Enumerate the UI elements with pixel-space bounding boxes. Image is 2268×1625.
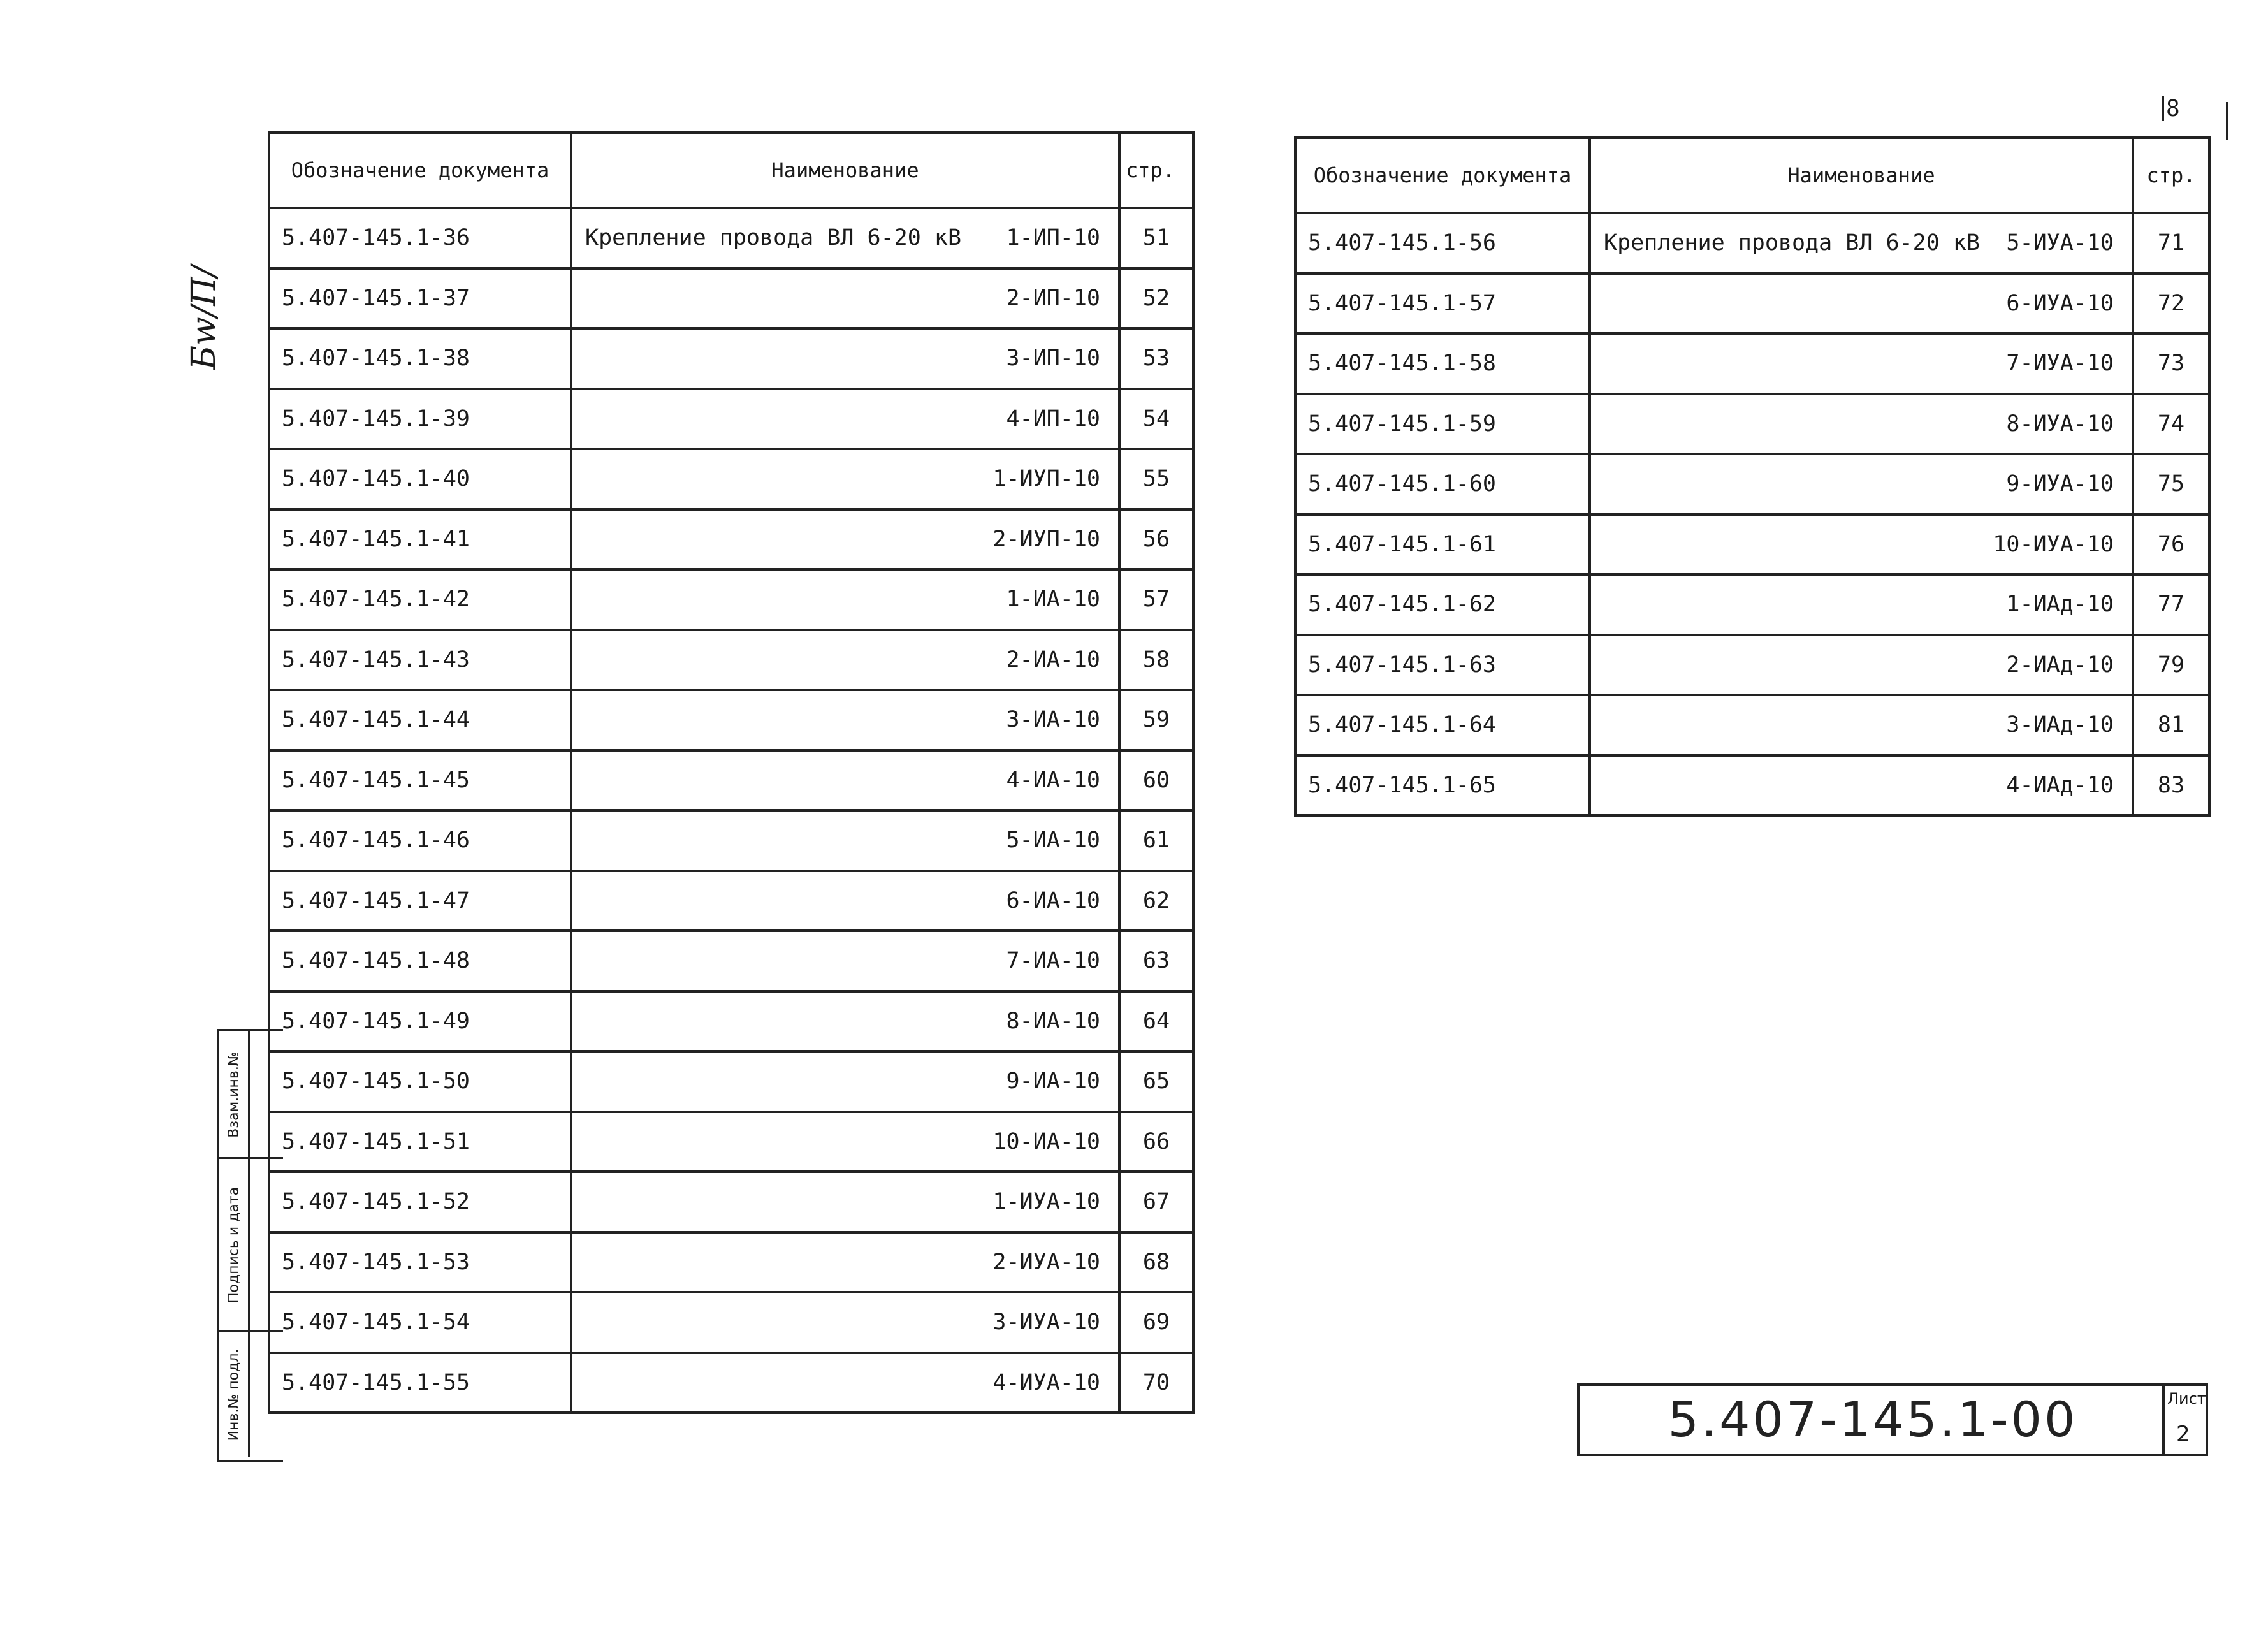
stamp-blank-1 [250,1031,283,1159]
doc-title-mark: 3-ИУА-10 [992,1309,1100,1336]
doc-title-mark: 8-ИА-10 [1006,1008,1100,1034]
doc-code-cell: 5.407-145.1-44 [269,690,571,750]
table-row [269,1112,1193,1172]
sheet-cell [2162,1386,2206,1454]
doc-title-name: Крепление провода ВЛ 6-20 кВ [1604,230,1981,256]
doc-title-mark: 5-ИУА-10 [2006,230,2114,256]
doc-title-cell [1590,213,2133,273]
stamp-replaced-inv [219,1031,250,1159]
doc-code-cell: 5.407-145.1-65 [1295,755,1590,816]
doc-code-cell: 5.407-145.1-46 [269,810,571,871]
header-pages: стр. [1119,133,1193,208]
table-row [269,630,1193,690]
doc-title-cell [571,449,1119,509]
doc-title-mark: 1-ИУП-10 [992,466,1100,492]
doc-title-mark: 1-ИП-10 [1006,225,1100,251]
doc-title-cell [571,268,1119,329]
doc-code-cell: 5.407-145.1-50 [269,1051,571,1112]
doc-code-cell: 5.407-145.1-60 [1295,454,1590,514]
doc-code-cell: 5.407-145.1-62 [1295,574,1590,635]
doc-title-mark: 7-ИУА-10 [2006,351,2114,377]
doc-title-cell [1590,695,2133,755]
table-row [269,750,1193,811]
doc-title-cell [571,690,1119,750]
doc-title-cell [571,1292,1119,1353]
page-number-cell: 59 [1119,690,1193,750]
doc-title-cell [1590,394,2133,455]
left-table-header [269,133,1193,208]
doc-title-cell [571,569,1119,630]
header-pages: стр. [2133,138,2209,213]
page-number-cell: 61 [1119,810,1193,871]
table-row [1295,394,2209,455]
table-row [1295,333,2209,394]
doc-title-cell [571,810,1119,871]
doc-title-mark: 2-ИУП-10 [992,526,1100,552]
table-row [269,690,1193,750]
header-code: Обозначение документа [269,133,571,208]
table-row [269,509,1193,570]
doc-title-mark: 3-ИАд-10 [2006,712,2114,738]
page-number-cell: 51 [1119,208,1193,268]
doc-title-cell [571,1172,1119,1232]
page-number-cell: 64 [1119,991,1193,1052]
table-row [269,1292,1193,1353]
page-number-cell: 63 [1119,931,1193,991]
doc-code-cell: 5.407-145.1-63 [1295,635,1590,696]
table-row [1295,273,2209,334]
doc-code-cell: 5.407-145.1-59 [1295,394,1590,455]
stamp-original-inv [219,1332,250,1457]
doc-title-name: Крепление провода ВЛ 6-20 кВ [585,225,962,251]
doc-code-cell: 5.407-145.1-43 [269,630,571,690]
doc-title-cell [571,991,1119,1052]
right-table-header [1295,138,2209,213]
page-number-cell: 53 [1119,328,1193,389]
doc-title-cell [571,328,1119,389]
doc-title-cell [1590,635,2133,696]
page-number-cell: 79 [2133,635,2209,696]
side-note: Бw/П/ [185,265,223,370]
page-number-cell: 70 [1119,1353,1193,1413]
table-row [1295,695,2209,755]
doc-code-cell: 5.407-145.1-64 [1295,695,1590,755]
table-row [269,449,1193,509]
page-number-cell: 58 [1119,630,1193,690]
doc-code-cell: 5.407-145.1-61 [1295,514,1590,575]
doc-code-cell: 5.407-145.1-57 [1295,273,1590,334]
page-number-cell: 69 [1119,1292,1193,1353]
doc-code-cell: 5.407-145.1-39 [269,389,571,449]
doc-title-mark: 9-ИУА-10 [2006,471,2114,497]
page-number-cell: 67 [1119,1172,1193,1232]
doc-code-cell: 5.407-145.1-37 [269,268,571,329]
doc-title-mark: 6-ИА-10 [1006,887,1100,914]
page-number-cell: 62 [1119,871,1193,931]
doc-title-mark: 4-ИП-10 [1006,405,1100,432]
table-row [269,1051,1193,1112]
doc-code-cell: 5.407-145.1-52 [269,1172,571,1232]
doc-title-cell [571,931,1119,991]
doc-code-cell: 5.407-145.1-36 [269,208,571,268]
doc-title-cell [571,389,1119,449]
stamp-signature-date [219,1159,250,1332]
doc-title-mark: 9-ИА-10 [1006,1068,1100,1095]
doc-code-cell: 5.407-145.1-42 [269,569,571,630]
stamp-label: Взам.инв.№ [226,1051,242,1138]
page-number-cell: 75 [2133,454,2209,514]
doc-title-cell [571,1353,1119,1413]
page-number-cell: 66 [1119,1112,1193,1172]
sheet-tick-right [2226,102,2228,140]
doc-title-cell [1590,574,2133,635]
page-number-cell: 73 [2133,333,2209,394]
table-row [1295,574,2209,635]
doc-code-cell: 5.407-145.1-54 [269,1292,571,1353]
table-row [269,991,1193,1052]
table-row [1295,514,2209,575]
doc-title-mark: 8-ИУА-10 [2006,411,2114,437]
doc-code-cell: 5.407-145.1-38 [269,328,571,389]
page-number-cell: 60 [1119,750,1193,811]
doc-title-mark: 5-ИА-10 [1006,827,1100,854]
doc-code-cell: 5.407-145.1-51 [269,1112,571,1172]
page-number-cell: 55 [1119,449,1193,509]
table-row [269,389,1193,449]
table-row [1295,755,2209,816]
doc-code-cell: 5.407-145.1-55 [269,1353,571,1413]
doc-title-cell [1590,454,2133,514]
page-number-cell: 68 [1119,1232,1193,1293]
table-row [269,569,1193,630]
page-number-cell: 52 [1119,268,1193,329]
table-row [1295,454,2209,514]
doc-title-mark: 2-ИА-10 [1006,646,1100,673]
doc-code-cell: 5.407-145.1-45 [269,750,571,811]
header-code: Обозначение документа [1295,138,1590,213]
page-number-cell: 76 [2133,514,2209,575]
table-row [269,328,1193,389]
page-number-cell: 56 [1119,509,1193,570]
table-row [269,208,1193,268]
table-row [269,871,1193,931]
doc-title-mark: 10-ИУА-10 [1993,531,2114,557]
doc-title-mark: 10-ИА-10 [992,1128,1100,1155]
doc-title-cell [1590,333,2133,394]
table-row [269,1172,1193,1232]
approval-stamp-strip [217,1029,283,1462]
page-number-cell: 81 [2133,695,2209,755]
stamp-label: Инв.№ подл. [226,1348,242,1441]
left-spec-table [268,131,1195,1414]
doc-title-cell [571,750,1119,811]
header-name: Наименование [571,133,1119,208]
doc-code-cell: 5.407-145.1-49 [269,991,571,1052]
doc-title-mark: 1-ИА-10 [1006,587,1100,613]
doc-code-cell: 5.407-145.1-48 [269,931,571,991]
doc-title-cell [571,509,1119,570]
document-code: 5.407-145.1-00 [1668,1391,2078,1448]
doc-code-cell: 5.407-145.1-56 [1295,213,1590,273]
doc-title-mark: 4-ИАд-10 [2006,772,2114,798]
doc-title-cell [571,1112,1119,1172]
page-number-cell: 54 [1119,389,1193,449]
doc-title-mark: 1-ИУА-10 [992,1189,1100,1215]
sheet-number: 8 [2166,96,2180,122]
doc-title-cell [571,871,1119,931]
sheet-label: Лист [2167,1390,2206,1408]
doc-title-mark: 6-ИУА-10 [2006,290,2114,316]
title-block [1577,1383,2208,1456]
page-number-cell: 65 [1119,1051,1193,1112]
doc-code-cell: 5.407-145.1-47 [269,871,571,931]
table-row [269,1353,1193,1413]
table-row [269,931,1193,991]
page-number-cell: 77 [2133,574,2209,635]
doc-code-cell: 5.407-145.1-53 [269,1232,571,1293]
header-name: Наименование [1590,138,2133,213]
sheet-value: 2 [2176,1422,2190,1447]
doc-code-cell: 5.407-145.1-58 [1295,333,1590,394]
doc-title-mark: 3-ИА-10 [1006,707,1100,733]
table-row [269,810,1193,871]
doc-title-cell [1590,755,2133,816]
doc-title-cell [571,1051,1119,1112]
doc-title-cell [571,208,1119,268]
table-row [269,268,1193,329]
stamp-blank-2 [250,1159,283,1332]
page-number-cell: 74 [2133,394,2209,455]
doc-title-mark: 2-ИУА-10 [992,1249,1100,1275]
page-number-cell: 71 [2133,213,2209,273]
doc-title-mark: 2-ИП-10 [1006,285,1100,311]
doc-title-cell [1590,514,2133,575]
doc-code-cell: 5.407-145.1-41 [269,509,571,570]
table-row [1295,635,2209,696]
doc-title-cell [571,1232,1119,1293]
table-row [1295,213,2209,273]
doc-title-cell [1590,273,2133,334]
page-number-cell: 72 [2133,273,2209,334]
doc-title-mark: 2-ИАд-10 [2006,652,2114,678]
right-spec-table [1294,136,2211,817]
stamp-label: Подпись и дата [226,1186,242,1303]
page-number-cell: 57 [1119,569,1193,630]
doc-title-mark: 4-ИА-10 [1006,767,1100,793]
doc-title-mark: 7-ИА-10 [1006,948,1100,974]
doc-title-mark: 3-ИП-10 [1006,346,1100,372]
doc-title-cell [571,630,1119,690]
doc-title-mark: 4-ИУА-10 [992,1369,1100,1395]
sheet-tick-left [2162,96,2164,121]
page-number-cell: 83 [2133,755,2209,816]
doc-code-cell: 5.407-145.1-40 [269,449,571,509]
table-row [269,1232,1193,1293]
doc-title-mark: 1-ИАд-10 [2006,592,2114,618]
